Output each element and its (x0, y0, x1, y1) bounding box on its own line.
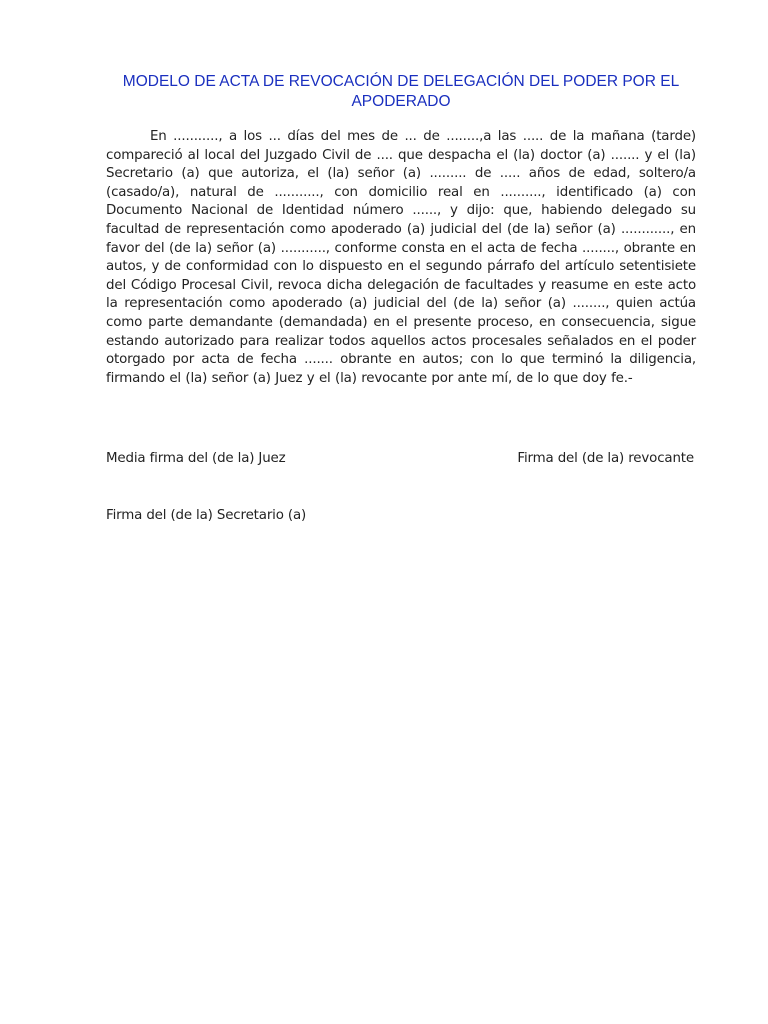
revoker-signature-label: Firma del (de la) revocante (517, 451, 694, 466)
document-body-text: En ..........., a los ... días del mes de ... de ........,a las ..... de la mañana (tarde) compareció al local del Juzgado Civil de .... que despacha el (la) doctor (a) ....... y el (la) Secretario (a) que autoriza, el (la) señor (a) ......... de ..... años de edad, soltero/a (casado/a), natural de ..........., con domicilio real en .........., identificado (a) con Documento Nacional de Identidad número ......, y dijo: que, habiendo delegado su facultad de representación como apoderado (a) judicial del (de la) señor (a) ............, en favor del (de la) señor (a) ..........., conforme consta en el acta de fecha ........, obrante en autos, y de conformidad con lo dispuesto en el segundo párrafo del artículo setentisiete del Código Procesal Civil, revoca dicha delegación de facultades y reasume en este acto la representación como apoderado (a) judicial del (de la) señor (a) ........, quien actúa como parte demandante (demandada) en el presente proceso, en consecuencia, sigue estando autorizado para realizar todos aquellos actos procesales señalados en el poder otorgado por acta de fecha ....... obrante en autos; con lo que terminó la diligencia, firmando el (la) señor (a) Juez y el (la) revocante por ante mí, de lo que doy fe.- (106, 129, 696, 386)
judge-signature-label: Media firma del (de la) Juez (106, 451, 286, 466)
document-title: MODELO DE ACTA DE REVOCACIÓN DE DELEGACIÓN DEL PODER POR EL APODERADO (122, 73, 680, 110)
secretary-signature-label: Firma del (de la) Secretario (a) (106, 508, 307, 523)
document-body-paragraph (106, 128, 696, 388)
